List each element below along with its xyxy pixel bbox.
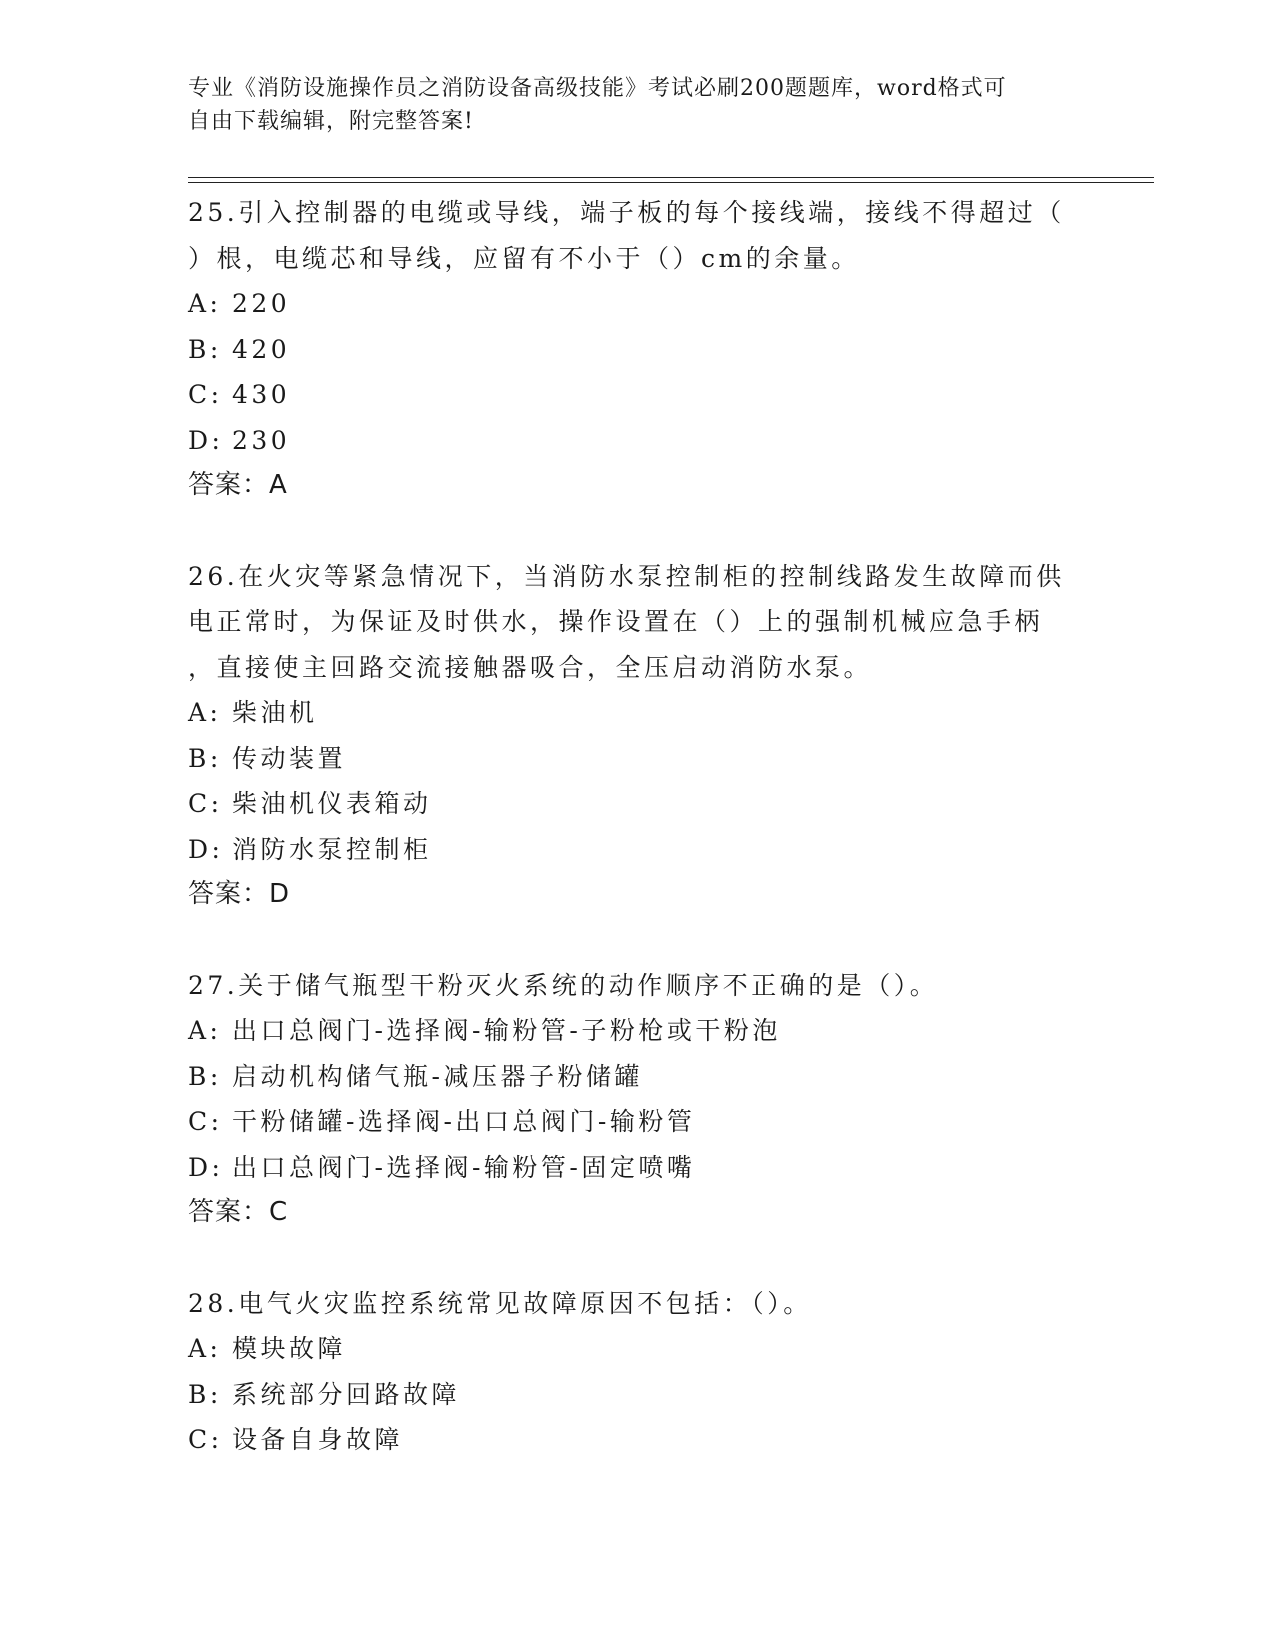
option-text: 420 (232, 334, 291, 364)
question-stem-line: 电正常时，为保证及时供水，操作设置在（）上的强制机械应急手柄 (188, 607, 1044, 636)
option-letter: D: (188, 1152, 224, 1182)
option-letter: B: (188, 334, 222, 364)
question-26 (188, 554, 1088, 918)
option-text: 出口总阀门-选择阀-输粉管-固定喷嘴 (232, 1152, 696, 1182)
answer-line: 答案：A (188, 470, 288, 500)
header-line-2: 自由下载编辑，附完整答案! (188, 109, 474, 134)
question-28 (188, 1281, 1088, 1463)
header-divider-bottom (188, 182, 1154, 183)
option-letter: C: (188, 789, 223, 818)
option-letter: C: (188, 380, 223, 409)
option-letter: C: (188, 1425, 223, 1454)
answer-line: 答案：C (188, 1197, 289, 1227)
question-stem-line: 26.在火灾等紧急情况下，当消防水泵控制柜的控制线路发生故障而供 (188, 561, 1065, 591)
question-stem-line: ）根，电缆芯和导线，应留有不小于（）cm的余量。 (188, 243, 860, 273)
option-d (188, 418, 1088, 464)
option-c (188, 1099, 1088, 1145)
option-text: 柴油机仪表箱动 (232, 789, 432, 818)
option-text: 设备自身故障 (232, 1425, 404, 1454)
question-stem-line: 25.引入控制器的电缆或导线，端子板的每个接线端，接线不得超过（ (188, 198, 1065, 227)
option-letter: B: (188, 743, 222, 773)
option-letter: A: (188, 1016, 222, 1045)
option-text: 消防水泵控制柜 (232, 834, 432, 864)
option-letter: C: (188, 1107, 223, 1136)
option-text: 430 (232, 380, 291, 409)
question-stem-line: 28.电气火灾监控系统常见故障原因不包括：（）。 (188, 1288, 812, 1318)
option-text: 出口总阀门-选择阀-输粉管-子粉枪或干粉泡 (232, 1016, 781, 1045)
option-letter: A: (188, 698, 222, 727)
question-stem-line: ，直接使主回路交流接触器吸合，全压启动消防水泵。 (188, 652, 873, 682)
option-letter: D: (188, 834, 224, 864)
question-27 (188, 963, 1088, 1236)
option-letter: B: (188, 1061, 222, 1091)
option-b (188, 327, 1088, 373)
question-list (188, 190, 1088, 1508)
option-a (188, 690, 1088, 736)
option-b (188, 1054, 1088, 1100)
option-a (188, 281, 1088, 327)
option-letter: A: (188, 289, 222, 318)
option-b (188, 736, 1088, 782)
option-a (188, 1326, 1088, 1372)
option-text: 传动装置 (232, 743, 347, 773)
header-divider-top (188, 177, 1154, 178)
option-d (188, 1145, 1088, 1191)
option-c (188, 372, 1088, 418)
option-text: 230 (232, 425, 291, 455)
question-25 (188, 190, 1088, 509)
option-letter: A: (188, 1334, 222, 1363)
option-c (188, 781, 1088, 827)
option-text: 模块故障 (232, 1334, 347, 1363)
option-letter: B: (188, 1379, 222, 1409)
option-text: 干粉储罐-选择阀-出口总阀门-输粉管 (232, 1107, 696, 1136)
option-a (188, 1008, 1088, 1054)
header-line-1: 专业《消防设施操作员之消防设备高级技能》考试必刷200题题库，word格式可 (188, 76, 1007, 101)
option-b (188, 1372, 1088, 1418)
option-text: 启动机构储气瓶-减压器子粉储罐 (232, 1061, 643, 1091)
option-c (188, 1417, 1088, 1463)
option-d (188, 827, 1088, 873)
option-text: 220 (232, 289, 291, 318)
question-stem-line: 27.关于储气瓶型干粉灭火系统的动作顺序不正确的是（）。 (188, 970, 939, 1000)
document-header (188, 72, 1088, 138)
option-text: 系统部分回路故障 (232, 1379, 461, 1409)
option-letter: D: (188, 425, 224, 455)
option-text: 柴油机 (232, 698, 318, 727)
answer-line: 答案：D (188, 879, 291, 909)
